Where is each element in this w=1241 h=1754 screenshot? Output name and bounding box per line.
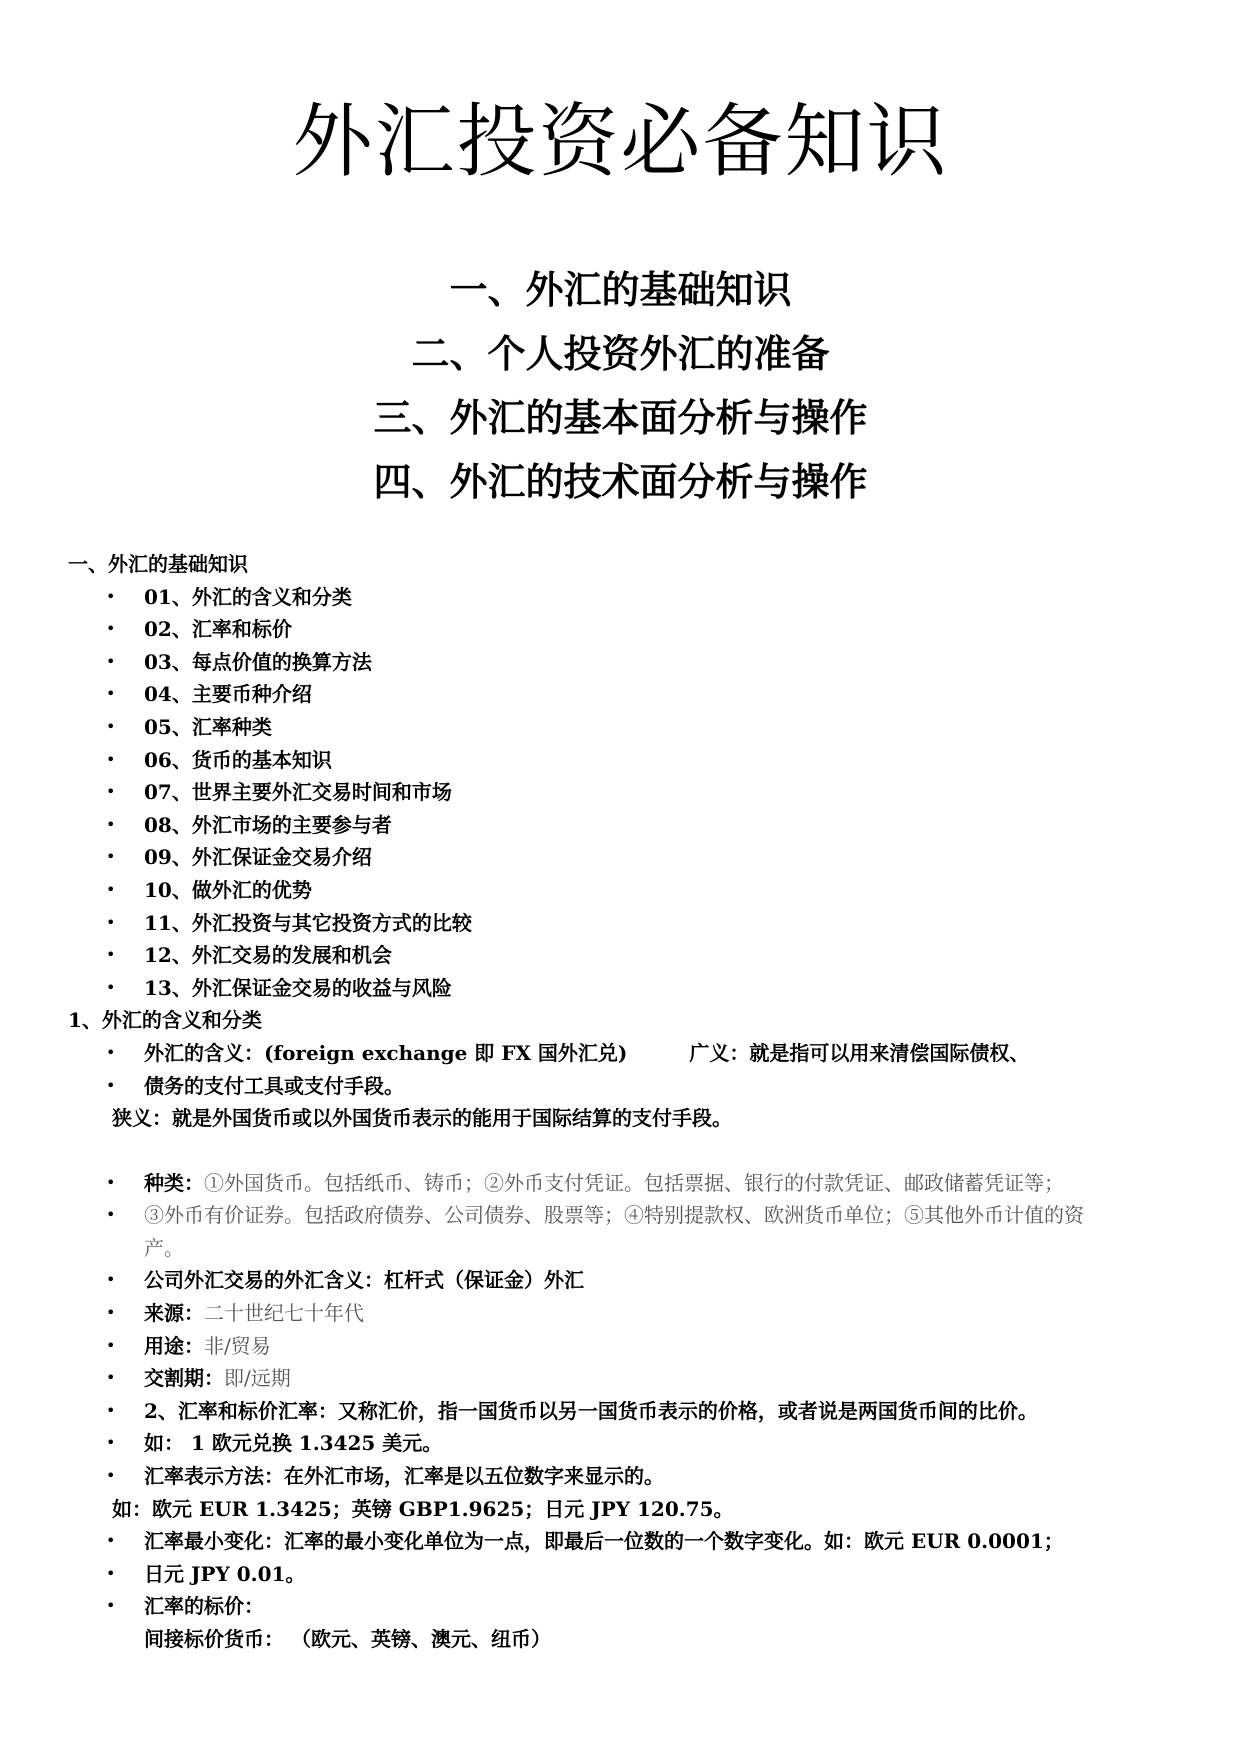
bullet: •	[106, 716, 116, 736]
list-item: • 12、外汇交易的发展和机会	[68, 939, 1178, 972]
bullet: •	[106, 1270, 116, 1290]
bullet: •	[106, 847, 116, 867]
subsection-heading: 1、外汇的含义和分类	[68, 1008, 262, 1033]
paragraph: 间接标价货币： （欧元、英镑、澳元、纽币）	[144, 1627, 551, 1651]
bullet: •	[106, 1303, 116, 1323]
bullet: •	[106, 814, 116, 834]
bullet: •	[106, 749, 116, 769]
section-heading: 一、外汇的基础知识	[68, 552, 248, 576]
toc-item: 二、个人投资外汇的准备	[411, 331, 830, 376]
paragraph: • 如： 1 欧元兑换 1.3425 美元。	[68, 1427, 1178, 1460]
paragraph: • 2、汇率和标价汇率：又称汇价，指一国货币以另一国货币表示的价格，或者说是两国货币间的比价。	[68, 1395, 1178, 1428]
bullet: •	[106, 586, 116, 606]
paragraph-continuation: 产。	[144, 1235, 184, 1260]
bullet: •	[106, 977, 116, 997]
bullet: •	[106, 1433, 116, 1453]
list-item: • 04、主要币种介绍	[68, 678, 1178, 711]
list-item: • 11、外汇投资与其它投资方式的比较	[68, 907, 1178, 940]
list-item: • 10、做外汇的优势	[68, 874, 1178, 907]
paragraph: • 外汇的含义：(foreign exchange 即 FX 国外汇兑) 广义：就是指可以用来清偿国际债权、	[68, 1037, 1178, 1070]
paragraph: • 用途：非/贸易	[68, 1330, 1178, 1363]
bullet: •	[106, 1172, 116, 1192]
document-title: 外汇投资必备知识	[292, 95, 949, 188]
paragraph: • 公司外汇交易的外汇含义：杠杆式（保证金）外汇	[68, 1264, 1178, 1297]
bullet: •	[106, 1596, 116, 1616]
bullet: •	[106, 912, 116, 932]
paragraph: • 汇率的标价：	[68, 1590, 1178, 1623]
bullet: •	[106, 1075, 116, 1095]
bullet: •	[106, 1368, 116, 1388]
list-item: • 07、世界主要外汇交易时间和市场	[68, 776, 1178, 809]
bullet: •	[106, 1042, 116, 1062]
paragraph: • 汇率表示方法：在外汇市场，汇率是以五位数字来显示的。	[68, 1460, 1178, 1493]
paragraph: • ③外币有价证券。包括政府债券、公司债券、股票等；④特别提款权、欧洲货币单位；⑤其他外币计值的资	[68, 1199, 1178, 1232]
toc-item: 三、外汇的基本面分析与操作	[373, 395, 868, 440]
paragraph: 如：欧元 EUR 1.3425；英镑 GBP1.9625；日元 JPY 120.75。	[112, 1496, 734, 1521]
list-item: • 08、外汇市场的主要参与者	[68, 809, 1178, 842]
bullet: •	[106, 879, 116, 899]
paragraph: • 汇率最小变化：汇率的最小变化单位为一点，即最后一位数的一个数字变化。如：欧元 EUR 0.0001；	[68, 1525, 1178, 1558]
list-item: • 03、每点价值的换算方法	[68, 646, 1178, 679]
bullet: •	[106, 1400, 116, 1420]
list-item: • 13、外汇保证金交易的收益与风险	[68, 972, 1178, 1005]
paragraph: • 种类：①外国货币。包括纸币、铸币；②外币支付凭证。包括票据、银行的付款凭证、邮政储蓄凭证等；	[68, 1167, 1178, 1200]
table-of-contents	[0, 258, 1241, 514]
list-item: • 06、货币的基本知识	[68, 744, 1178, 777]
bullet: •	[106, 1205, 116, 1225]
list-item: • 09、外汇保证金交易介绍	[68, 841, 1178, 874]
paragraph: • 债务的支付工具或支付手段。	[68, 1070, 1178, 1103]
document-body	[68, 548, 1178, 1656]
bullet: •	[106, 782, 116, 802]
list-item: • 05、汇率种类	[68, 711, 1178, 744]
bullet: •	[106, 1335, 116, 1355]
bullet: •	[106, 945, 116, 965]
bullet: •	[106, 651, 116, 671]
bullet: •	[106, 1466, 116, 1486]
bullet: •	[106, 619, 116, 639]
paragraph: • 交割期：即/远期	[68, 1362, 1178, 1395]
bullet: •	[106, 684, 116, 704]
paragraph: 狭义：就是外国货币或以外国货币表示的能用于国际结算的支付手段。	[112, 1106, 732, 1131]
list-item: • 01、外汇的含义和分类	[68, 581, 1178, 614]
bullet: •	[106, 1563, 116, 1583]
toc-item: 一、外汇的基础知识	[449, 267, 792, 312]
paragraph: • 来源：二十世纪七十年代	[68, 1297, 1178, 1330]
list-item: • 02、汇率和标价	[68, 613, 1178, 646]
bullet: •	[106, 1531, 116, 1551]
toc-item: 四、外汇的技术面分析与操作	[373, 459, 868, 504]
paragraph: • 日元 JPY 0.01。	[68, 1558, 1178, 1591]
